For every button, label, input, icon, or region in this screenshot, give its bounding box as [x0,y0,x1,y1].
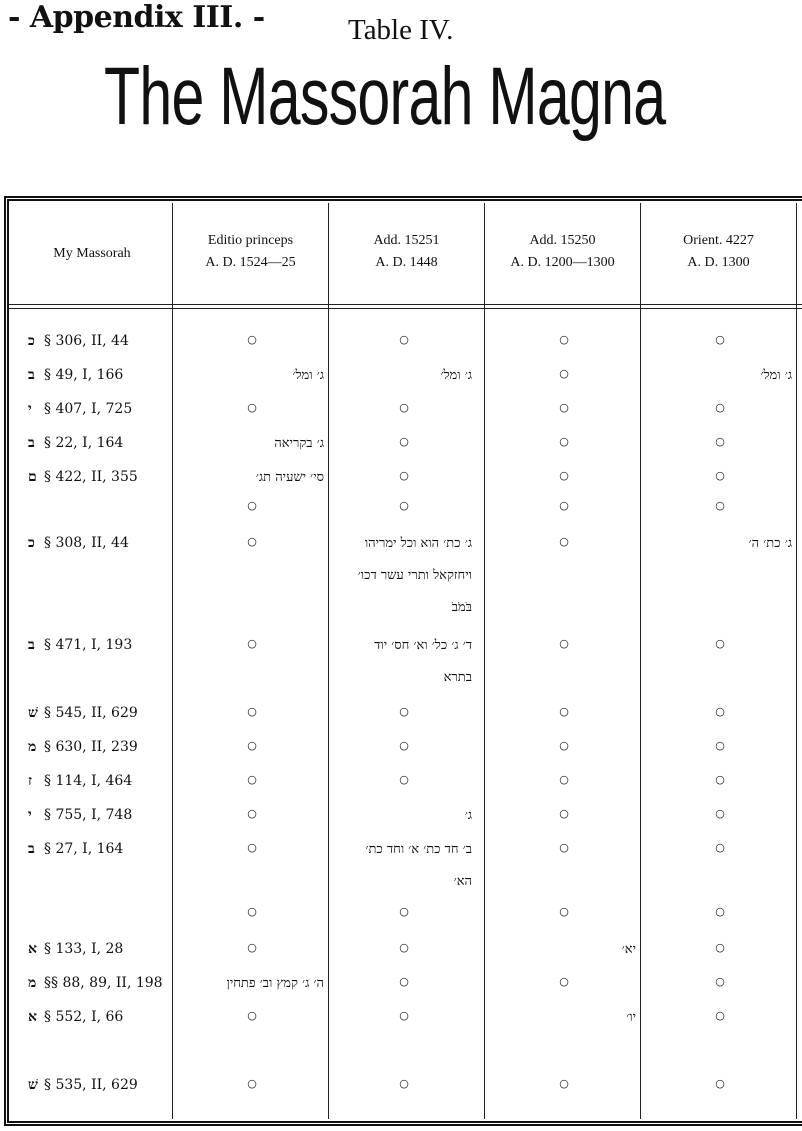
cell-orient-4227: ○ [715,841,725,854]
cell-editio-princeps: ג׳ בקריאה [274,436,324,451]
cell-editio-princeps: ○ [247,401,257,414]
column-header-line1: Add. 15250 [529,233,596,248]
cell-add-15251: ○ [399,333,409,346]
row-section-ref: § 308, II, 44 [44,535,129,551]
cell-add-15250: ○ [559,499,569,512]
row-hebrew-letter: מ [28,739,37,755]
row-reference [28,705,138,722]
cell-add-15251: ○ [399,401,409,414]
row-section-ref: § 471, I, 193 [44,637,133,653]
row-hebrew-letter: ם [28,469,37,485]
cell-editio-princeps: ○ [247,1009,257,1022]
row-section-ref: §§ 88, 89, II, 198 [44,975,163,991]
row-reference [28,469,138,486]
row-section-ref: § 27, I, 164 [44,841,124,857]
cell-editio-princeps: ○ [247,499,257,512]
row-hebrew-letter: א [28,941,37,957]
row-section-ref: § 535, II, 629 [44,1077,138,1093]
cell-orient-4227: ○ [715,499,725,512]
cell-add-15251: ד׳ ג׳ כל׳ וא׳ חס׳ יוד [374,638,472,653]
cell-editio-princeps: ○ [247,333,257,346]
cell-add-15250: ○ [559,841,569,854]
column-header-line2: A. D. 1300 [687,255,750,270]
row-hebrew-letter: ב [28,841,35,857]
column-divider [172,203,173,1119]
row-hebrew-letter: כ [28,333,35,349]
cell-add-15251: בֹּמֹבֹ [451,600,472,615]
cell-orient-4227: ג׳ כת׳ ה׳ [748,536,792,551]
cell-add-15250: ○ [559,905,569,918]
row-section-ref: § 545, II, 629 [44,705,138,721]
row-section-ref: § 422, II, 355 [44,469,138,485]
cell-editio-princeps: ○ [247,535,257,548]
cell-add-15250: ○ [559,807,569,820]
cell-orient-4227: ○ [715,941,725,954]
row-hebrew-letter: כ [28,535,35,551]
row-reference [28,773,132,790]
column-header-orient-4227 [641,230,796,274]
row-reference [28,435,123,452]
cell-editio-princeps: ○ [247,705,257,718]
cell-add-15251: ○ [399,499,409,512]
cell-editio-princeps: ○ [247,637,257,650]
cell-add-15250: ○ [559,705,569,718]
row-hebrew-letter: י [28,807,32,823]
column-header-line1: Orient. 4227 [683,233,754,248]
cell-orient-4227: ○ [715,1009,725,1022]
cell-add-15250: ○ [559,637,569,650]
cell-editio-princeps: ○ [247,941,257,954]
row-section-ref: § 630, II, 239 [44,739,138,755]
cell-orient-4227: ○ [715,975,725,988]
row-section-ref: § 755, I, 748 [44,807,133,823]
cell-editio-princeps: ○ [247,739,257,752]
cell-editio-princeps: ג׳ ומל׳ [292,368,324,383]
cell-add-15251: ג׳ ומל׳ [440,368,472,383]
column-header-add-15251 [329,230,484,274]
column-header-line1: Editio princeps [207,233,294,248]
row-section-ref: § 133, I, 28 [44,941,124,957]
column-header-line2: A. D. 1524—25 [205,255,296,270]
row-hebrew-letter: ז [28,773,32,789]
row-hebrew-letter: ב [28,637,35,653]
cell-editio-princeps: ○ [247,1077,257,1090]
cell-orient-4227: ○ [715,435,725,448]
cell-orient-4227: ○ [715,705,725,718]
appendix-heading: - Appendix III. - [8,0,265,35]
row-hebrew-letter: מ [28,975,37,991]
cell-add-15251: ○ [399,1009,409,1022]
cell-add-15250: ○ [559,367,569,380]
row-reference [28,535,129,552]
cell-add-15251: ○ [399,705,409,718]
cell-orient-4227: ○ [715,401,725,414]
row-hebrew-letter: ב [28,435,35,451]
cell-add-15251: ○ [399,1077,409,1090]
cell-add-15251: ○ [399,739,409,752]
column-divider [484,203,485,1119]
row-hebrew-letter: ב [28,367,35,383]
cell-add-15250: ○ [559,401,569,414]
row-section-ref: § 22, I, 164 [44,435,124,451]
cell-add-15251: ○ [399,773,409,786]
cell-orient-4227: ○ [715,1077,725,1090]
row-section-ref: § 407, I, 725 [44,401,133,417]
row-reference [28,367,123,384]
cell-add-15251: ○ [399,905,409,918]
row-reference [28,1009,123,1026]
row-reference [28,1077,138,1094]
row-reference [28,401,132,418]
row-reference [28,841,123,858]
cell-add-15251: הא׳ [453,874,472,889]
header-rule [9,304,802,305]
cell-add-15250: ○ [559,773,569,786]
cell-editio-princeps: ○ [247,807,257,820]
column-header-line2: A. D. 1448 [375,255,438,270]
cell-add-15251: ג׳ [464,808,472,823]
cell-add-15250: ○ [559,435,569,448]
row-reference [28,975,163,992]
row-reference [28,941,123,958]
table-number: Table IV. [348,14,454,46]
row-section-ref: § 552, I, 66 [44,1009,124,1025]
column-header-line2: A. D. 1200—1300 [510,255,615,270]
cell-add-15251: ג׳ כת׳ הוא וכל ימריהו [364,536,472,551]
row-reference [28,807,132,824]
column-header-editio-princeps [173,230,328,274]
cell-add-15250: ○ [559,1077,569,1090]
cell-add-15251: ב׳ חד כת׳ א׳ וחד כת׳ [365,842,472,857]
row-reference [28,637,132,654]
cell-editio-princeps: ○ [247,773,257,786]
cell-add-15250: יא׳ [621,942,636,957]
cell-editio-princeps: ○ [247,841,257,854]
cell-orient-4227: ○ [715,637,725,650]
cell-add-15251: ויחזקאל ותרי עשר דכו׳ [357,568,472,583]
cell-add-15250: ○ [559,333,569,346]
row-section-ref: § 114, I, 464 [44,773,133,789]
cell-orient-4227: ○ [715,807,725,820]
row-hebrew-letter: י [28,401,32,417]
row-section-ref: § 306, II, 44 [44,333,129,349]
cell-add-15251: ○ [399,469,409,482]
cell-add-15251: בתרא [443,670,472,685]
cell-orient-4227: ○ [715,905,725,918]
cell-editio-princeps: ה׳ ג׳ קמץ וב׳ פתחין [226,976,324,991]
cell-add-15250: ○ [559,535,569,548]
column-header-line1: My Massorah [53,246,131,261]
cell-editio-princeps: ○ [247,905,257,918]
cell-add-15250: ○ [559,975,569,988]
row-hebrew-letter: שׁ [28,1077,38,1093]
cell-add-15250: ○ [559,739,569,752]
column-header-my-massorah [12,243,172,265]
cell-add-15250: יו׳ [626,1010,636,1025]
column-header-line1: Add. 15251 [373,233,440,248]
cell-orient-4227: ○ [715,469,725,482]
cell-orient-4227: ○ [715,333,725,346]
column-header-add-15250 [485,230,640,274]
row-reference [28,739,138,756]
cell-add-15251: ○ [399,975,409,988]
row-section-ref: § 49, I, 166 [44,367,124,383]
cell-orient-4227: ○ [715,739,725,752]
header-rule [9,308,802,309]
cell-orient-4227: ○ [715,773,725,786]
cell-orient-4227: ג׳ ומל׳ [760,368,792,383]
page-title: The Massorah Magna [104,51,666,142]
cell-add-15251: ○ [399,941,409,954]
row-hebrew-letter: שׁ [28,705,38,721]
cell-editio-princeps: סי׳ ישעיה תג׳ [255,470,324,485]
row-reference [28,333,129,350]
cell-add-15251: ○ [399,435,409,448]
cell-add-15250: ○ [559,469,569,482]
row-hebrew-letter: א [28,1009,37,1025]
